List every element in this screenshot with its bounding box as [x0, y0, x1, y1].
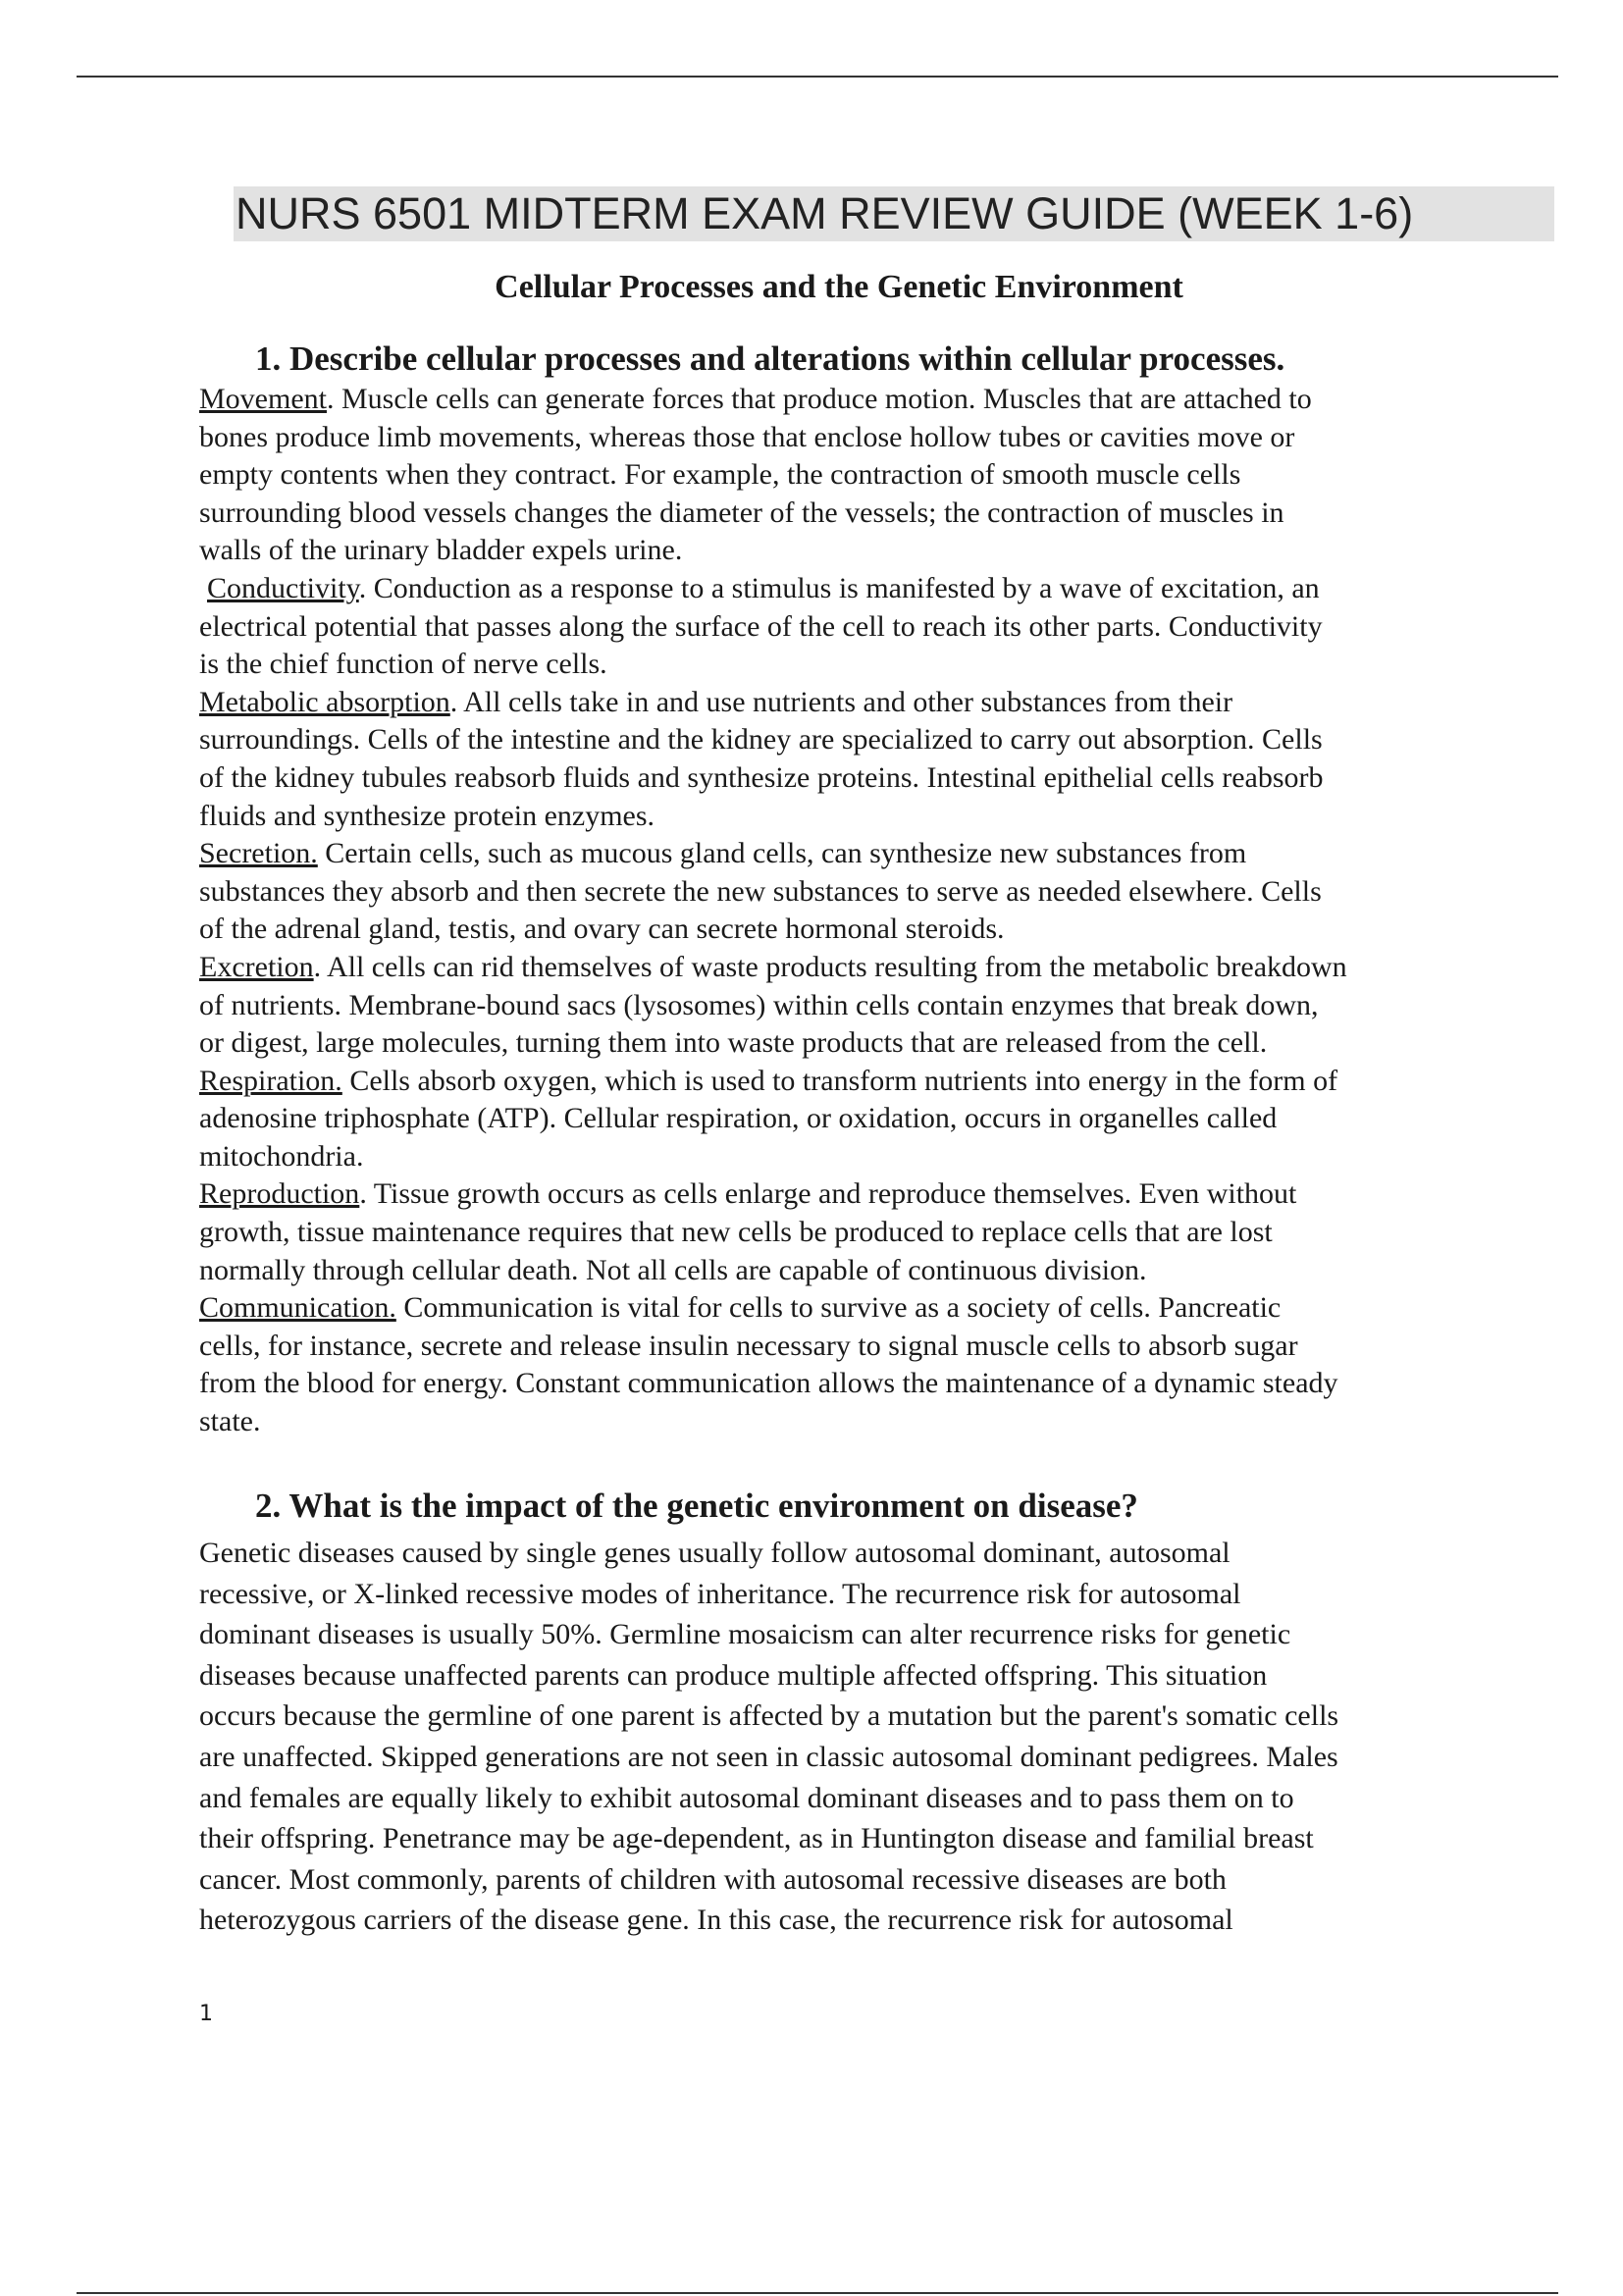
process-term: Secretion.: [199, 837, 318, 870]
process-term: Reproduction: [199, 1177, 360, 1211]
question-2-heading: 2. What is the impact of the genetic environment on disease?: [255, 1487, 1138, 1525]
line-text: bones produce limb movements, whereas those that enclose hollow tubes or cavities move or: [199, 420, 1295, 453]
paragraph-line: [199, 1328, 1347, 1366]
question-2-body: [199, 1533, 1338, 1941]
process-term: Respiration.: [199, 1064, 342, 1097]
paragraph-line: [199, 911, 1347, 949]
line-text: Cells absorb oxygen, which is used to transform nutrients into energy in the form of: [341, 1064, 1338, 1097]
paragraph-line: [199, 1289, 1347, 1328]
line-text: of the adrenal gland, testis, and ovary can secrete hormonal steroids.: [199, 913, 1005, 946]
paragraph-line: and females are equally likely to exhibit autosomal dominant diseases and to pass them on to: [199, 1781, 1294, 1814]
line-text: substances they absorb and then secrete the new substances to serve as needed elsewhere. Cells: [199, 874, 1322, 908]
paragraph-line: [199, 835, 1347, 873]
paragraph-line: [199, 873, 1347, 912]
paragraph-line: [199, 949, 1347, 987]
line-text: adenosine triphosphate (ATP). Cellular respiration, or oxidation, occurs in organelles called: [199, 1102, 1278, 1135]
question-1-body: [199, 381, 1347, 1441]
line-text: is the chief function of nerve cells.: [199, 648, 607, 681]
line-text: fluids and synthesize protein enzymes.: [199, 799, 655, 832]
paragraph-line: [199, 1403, 1347, 1441]
line-text: normally through cellular death. Not all cells are capable of continuous division.: [199, 1253, 1147, 1286]
paragraph-line: [199, 1365, 1347, 1403]
line-text: Communication is vital for cells to survive as a society of cells. Pancreatic: [395, 1291, 1282, 1325]
paragraph-line: [199, 1214, 1347, 1252]
paragraph-line: cancer. Most commonly, parents of children with autosomal recessive diseases are both: [199, 1862, 1227, 1896]
paragraph-line: [199, 759, 1347, 798]
line-text: walls of the urinary bladder expels urine.: [199, 534, 683, 567]
paragraph-line: [199, 721, 1347, 759]
paragraph-line: [199, 1138, 1347, 1176]
paragraph-line: [199, 684, 1347, 722]
section-subtitle: [0, 269, 1623, 306]
paragraph-line: [199, 646, 1347, 684]
line-text: . All cells take in and use nutrients and other substances from their: [449, 685, 1233, 718]
line-text: Certain cells, such as mucous gland cells, can synthesize new substances from: [317, 837, 1247, 870]
paragraph-line: dominant diseases is usually 50%. Germline mosaicism can alter recurrence risks for genetic: [199, 1618, 1291, 1651]
line-text: of nutrients. Membrane-bound sacs (lysosomes) within cells contain enzymes that break down,: [199, 988, 1319, 1021]
top-rule: [77, 76, 1558, 78]
paragraph-line: [199, 1252, 1347, 1290]
process-term: Movement: [199, 383, 327, 415]
paragraph-line: [199, 798, 1347, 836]
paragraph-line: [199, 1100, 1347, 1138]
line-text: electrical potential that passes along the surface of the cell to reach its other parts. Conductivity: [199, 609, 1323, 643]
paragraph-line: are unaffected. Skipped generations are not seen in classic autosomal dominant pedigrees. Males: [199, 1740, 1338, 1773]
line-text: growth, tissue maintenance requires that new cells be produced to replace cells that are lost: [199, 1216, 1273, 1249]
line-text: . Tissue growth occurs as cells enlarge and reproduce themselves. Even without: [359, 1177, 1297, 1211]
line-text: surrounding blood vessels changes the diameter of the vessels; the contraction of muscles in: [199, 496, 1284, 529]
paragraph-line: [199, 1024, 1347, 1063]
paragraph-line: [199, 381, 1347, 419]
paragraph-line: Genetic diseases caused by single genes usually follow autosomal dominant, autosomal: [199, 1537, 1230, 1569]
paragraph-line: [199, 495, 1347, 533]
paragraph-line: their offspring. Penetrance may be age-dependent, as in Huntington disease and familial breast: [199, 1822, 1314, 1855]
paragraph-line: [199, 987, 1347, 1025]
paragraph-line: recessive, or X-linked recessive modes of inheritance. The recurrence risk for autosomal: [199, 1577, 1241, 1610]
line-text: . Muscle cells can generate forces that produce motion. Muscles that are attached to: [326, 383, 1312, 415]
paragraph-line: [199, 570, 1347, 608]
paragraph-line: [199, 1175, 1347, 1214]
line-text: mitochondria.: [199, 1139, 364, 1173]
paragraph-line: [199, 419, 1347, 457]
paragraph-line: heterozygous carriers of the disease gene. In this case, the recurrence risk for autosomal: [199, 1904, 1233, 1937]
process-term: Metabolic absorption: [199, 685, 450, 718]
paragraph-line: [199, 608, 1347, 647]
paragraph-line: [199, 1063, 1347, 1101]
paragraph-line: [199, 456, 1347, 495]
line-text: surroundings. Cells of the intestine and the kidney are specialized to carry out absorption. Cells: [199, 723, 1323, 757]
process-term: Excretion: [199, 950, 314, 983]
page-number: 1: [199, 2002, 213, 2026]
line-text: cells, for instance, secrete and release insulin necessary to signal muscle cells to absorb sugar: [199, 1329, 1298, 1362]
line-text: empty contents when they contract. For example, the contraction of smooth muscle cells: [199, 458, 1241, 492]
line-text: . All cells can rid themselves of waste products resulting from the metabolic breakdown: [313, 950, 1347, 983]
process-term: Conductivity: [207, 571, 359, 604]
paragraph-line: occurs because the germline of one parent is affected by a mutation but the parent's somatic cells: [199, 1699, 1339, 1733]
line-text: or digest, large molecules, turning them into waste products that are released from the cell.: [199, 1026, 1268, 1060]
line-text: from the blood for energy. Constant communication allows the maintenance of a dynamic steady: [199, 1367, 1338, 1400]
subtitle-text: Cellular Processes and the Genetic Environment: [495, 269, 1183, 305]
bottom-rule: [77, 2292, 1558, 2294]
line-text: . Conduction as a response to a stimulus is manifested by a wave of excitation, an: [358, 571, 1320, 604]
line-text: state.: [199, 1405, 261, 1438]
line-text: of the kidney tubules reabsorb fluids and synthesize proteins. Intestinal epithelial cells reabsorb: [199, 760, 1324, 794]
paragraph-line: [199, 532, 1347, 570]
paragraph-line: diseases because unaffected parents can produce multiple affected offspring. This situation: [199, 1658, 1268, 1692]
process-term: Communication.: [199, 1291, 396, 1325]
question-1-heading: 1. Describe cellular processes and alterations within cellular processes.: [255, 339, 1285, 378]
document-title: NURS 6501 MIDTERM EXAM REVIEW GUIDE (WEEK 1-6): [234, 186, 1554, 241]
